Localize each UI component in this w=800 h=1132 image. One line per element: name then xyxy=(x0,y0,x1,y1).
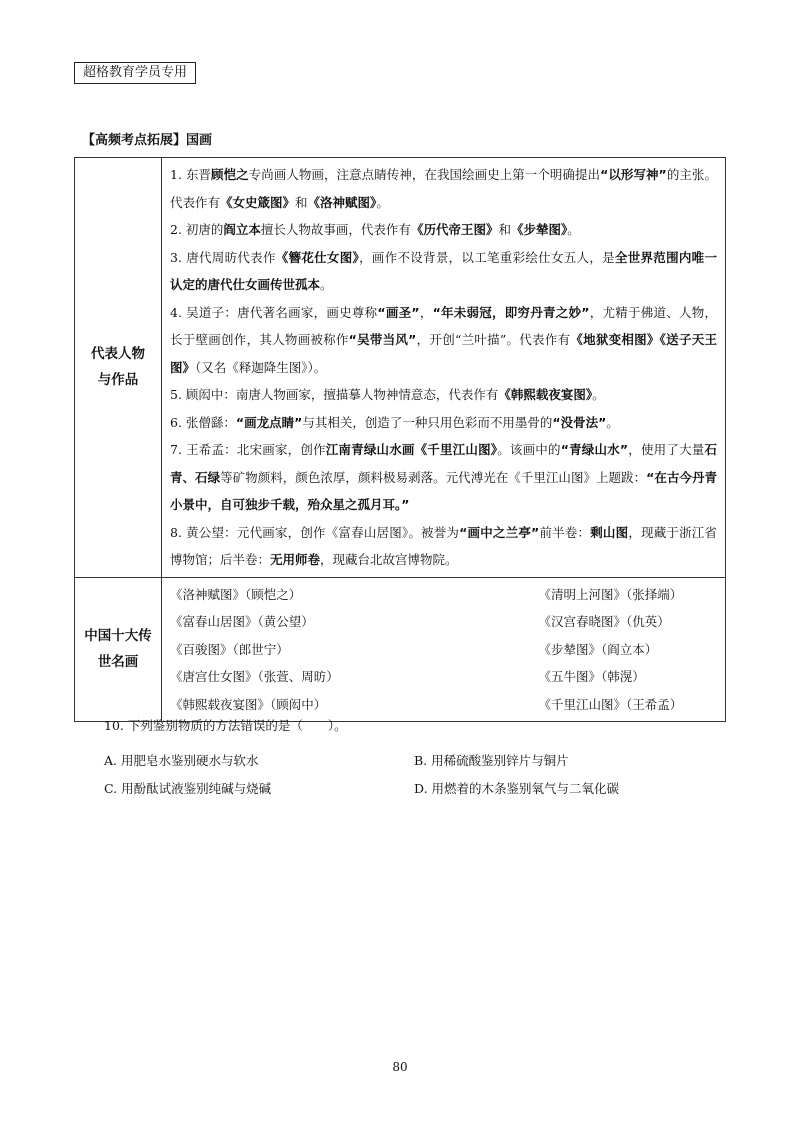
emphasis-text: 《簪花仕女图》 xyxy=(275,249,360,265)
list-item xyxy=(170,381,717,409)
masterpiece-item: 《汉宫春晓图》（仇英） xyxy=(538,614,670,629)
body-text: 。 xyxy=(320,277,333,292)
body-text: ，开创“兰叶描”。代表作有 xyxy=(416,332,571,347)
masterpiece-item: 《唐宫仕女图》（张萱、周昉） xyxy=(170,669,339,684)
emphasis-text: “画中之兰亭” xyxy=(459,524,540,540)
body-text: 。 xyxy=(592,387,605,402)
masterpieces-grid xyxy=(170,581,717,719)
body-text: 等矿物颜料，颜色浓厚，颜料极易剥落。元代溥光在《千里江山图》上题跋： xyxy=(220,469,647,485)
body-text: 2. 初唐的 xyxy=(170,222,224,237)
option-d: D. 用燃着的木条鉴别氧气与二氧化碳 xyxy=(414,781,620,796)
body-text: 7. 王希孟：北宋画家，创作 xyxy=(170,442,326,457)
body-text: ，画作不设背景，以工笔重彩绘仕女五人，是 xyxy=(359,249,615,265)
body-text: 前半卷： xyxy=(539,524,591,540)
body-text: 8. 黄公望：元代画家，创作《富春山居图》。被誉为 xyxy=(170,524,460,540)
emphasis-text: 《韩熙载夜宴图》 xyxy=(498,387,593,402)
body-text: ，尤精于佛道、人物，长于壁画创作，其人物画被称作 xyxy=(170,304,717,347)
emphasis-text: “以形写神” xyxy=(600,167,667,182)
list-item xyxy=(170,519,717,574)
page-number: 80 xyxy=(392,1060,408,1074)
list-item xyxy=(170,299,717,382)
masterpiece-item: 《千里江山图》（王希孟） xyxy=(538,696,683,712)
body-text: ， xyxy=(419,304,433,320)
option-a: A. 用肥皂水鉴别硬水与软水 xyxy=(104,753,259,768)
emphasis-text: 《步辇图》 xyxy=(510,222,568,237)
body-text: 的主张。代表作有 xyxy=(170,167,717,210)
emphasis-text: “青绿山水” xyxy=(560,442,629,457)
category-line: 与作品 xyxy=(97,372,139,389)
emphasis-text: “画龙点睛” xyxy=(235,414,303,430)
list-item xyxy=(170,409,717,437)
option-b: B. 用稀硫酸鉴别锌片与铜片 xyxy=(414,753,569,768)
emphasis-text: “在古今丹青小景中，自可独步千载，殆众星之孤月耳。” xyxy=(170,469,717,512)
emphasis-text: 阎立本 xyxy=(223,222,261,237)
emphasis-text: 《洛神赋图》 xyxy=(307,194,377,210)
body-text: 。该画中的 xyxy=(497,442,561,457)
body-text: 5. 顾闳中：南唐人物画家，擅描摹人物神情意态，代表作有 xyxy=(170,387,499,402)
category-line: 世名画 xyxy=(97,654,139,671)
emphasis-text: 无用师卷 xyxy=(270,552,321,567)
emphasis-text: “吴带当风” xyxy=(348,332,417,347)
body-text: 和 xyxy=(295,194,308,210)
category-line: 中国十大传 xyxy=(84,628,152,645)
body-text: ，现藏于浙江省博物馆；后半卷： xyxy=(170,524,717,567)
body-text: 。 xyxy=(606,414,619,430)
masterpiece-item: 《百骏图》（郎世宁） xyxy=(170,641,289,657)
masterpiece-item: 《清明上河图》（张择端） xyxy=(538,586,683,602)
masterpiece-item: 《五牛图》（韩滉） xyxy=(538,669,645,684)
emphasis-text: 《历代帝王图》 xyxy=(410,222,499,237)
masterpiece-item: 《韩熙载夜宴图》（顾闳中） xyxy=(170,696,327,712)
emphasis-text: 剩山图 xyxy=(590,524,629,540)
emphasis-text: 顾恺之 xyxy=(211,167,249,182)
body-text: 。 xyxy=(567,222,580,237)
category-cell xyxy=(75,577,162,722)
question-stem: 10. 下列鉴别物质的方法错误的是（ ）。 xyxy=(104,718,347,733)
body-text: ，使用了大量 xyxy=(628,442,705,457)
list-item xyxy=(170,436,717,519)
body-text: 擅长人物故事画，代表作有 xyxy=(260,222,411,237)
emphasis-text: “画圣” xyxy=(377,304,420,320)
body-text: 。 xyxy=(376,194,389,210)
list-item xyxy=(170,244,717,299)
option-c: C. 用酚酞试液鉴别纯碱与烧碱 xyxy=(104,781,272,796)
body-text: 4. 吴道子：唐代著名画家，画史尊称 xyxy=(170,304,378,320)
body-text: 6. 张僧繇： xyxy=(170,414,236,430)
representatives-content xyxy=(162,158,726,578)
emphasis-text: 全世界范围内唯一认定的唐代仕女画传世孤本 xyxy=(170,249,717,292)
body-text: 和 xyxy=(498,222,511,237)
section-title: 【高频考点拓展】国画 xyxy=(82,133,213,148)
emphasis-text: 石青、石绿 xyxy=(170,442,717,485)
body-text: （又名《释迦降生图》）。 xyxy=(195,359,327,375)
list-item xyxy=(170,216,717,244)
table-row-representatives xyxy=(75,158,726,578)
category-cell xyxy=(75,158,162,578)
masterpieces-content xyxy=(162,577,726,722)
body-text: 3. 唐代周昉代表作 xyxy=(170,249,276,265)
body-text: 专尚画人物画，注意点睛传神，在我国绘画史上第一个明确提出 xyxy=(248,167,601,182)
emphasis-text: “没骨法” xyxy=(552,414,607,430)
body-text: ，现藏台北故宫博物院。 xyxy=(320,552,458,567)
emphasis-text: 《地狱变相图》《送子天王图》 xyxy=(170,332,717,375)
emphasis-text: 《女史箴图》 xyxy=(220,194,296,210)
masterpiece-item: 《富春山居图》（黄公望） xyxy=(170,614,314,629)
masterpiece-item: 《洛神赋图》（顾恺之） xyxy=(170,586,302,602)
table-row-masterpieces xyxy=(75,577,726,722)
body-text: 与其相关，创造了一种只用色彩而不用墨骨的 xyxy=(302,414,553,430)
body-text: 1. 东晋 xyxy=(170,167,212,182)
emphasis-text: “年未弱冠，即穷丹青之妙” xyxy=(432,304,590,320)
category-line: 代表人物 xyxy=(91,346,145,363)
painting-table xyxy=(74,157,726,722)
watermark-stamp: 超格教育学员专用 xyxy=(74,62,196,84)
emphasis-text: 江南青绿山水画《千里江山图》 xyxy=(325,442,498,457)
list-item xyxy=(170,161,717,216)
masterpiece-item: 《步辇图》（阎立本） xyxy=(538,641,658,657)
